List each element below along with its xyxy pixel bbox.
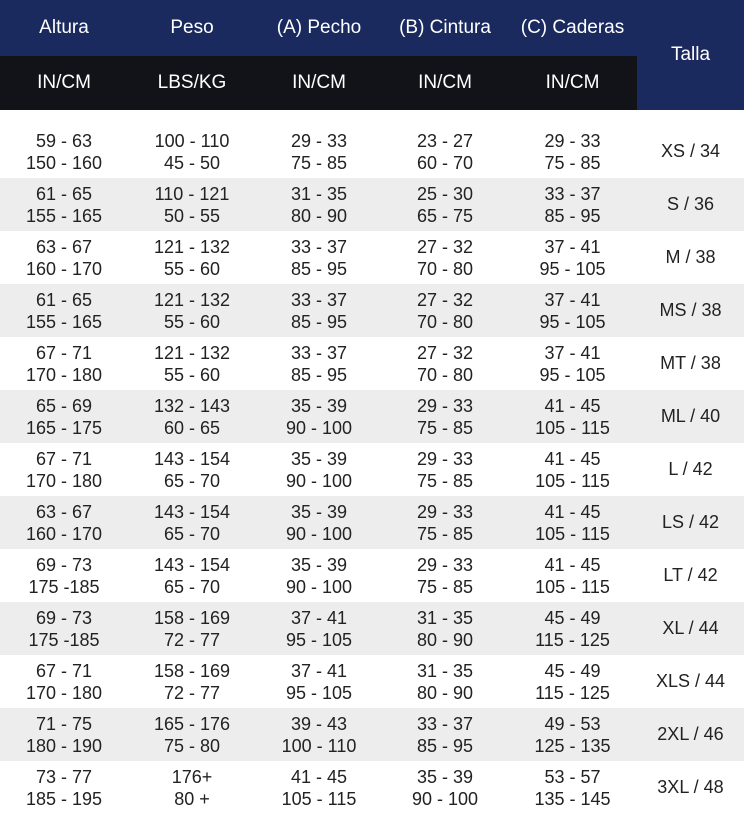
cell-altura-cm: 170 - 180 — [25, 682, 103, 703]
cell-peso — [128, 390, 256, 443]
cell-caderas — [508, 231, 637, 284]
cell-cintura-in: 27 - 32 — [416, 342, 474, 363]
cell-pecho — [256, 337, 382, 390]
cell-caderas-cm: 75 - 85 — [544, 152, 601, 173]
cell-pecho — [256, 231, 382, 284]
unit-peso: LBS/KG — [157, 72, 227, 93]
cell-peso-in: 165 - 176 — [153, 713, 231, 734]
unit-altura: IN/CM — [37, 72, 91, 93]
cell-peso-in: 143 - 154 — [153, 554, 231, 575]
cell-pecho — [256, 549, 382, 602]
cell-caderas-in: 33 - 37 — [544, 183, 601, 204]
header-caderas: (C) Caderas — [520, 17, 625, 38]
cell-peso-cm: 65 - 70 — [163, 576, 221, 597]
cell-cintura — [382, 443, 508, 496]
cell-caderas-cm: 95 - 105 — [539, 311, 606, 332]
cell-altura — [0, 337, 128, 390]
cell-altura-in: 73 - 77 — [35, 766, 93, 787]
cell-cintura-cm: 70 - 80 — [416, 364, 474, 385]
cell-altura-in: 67 - 71 — [35, 660, 93, 681]
cell-pecho-cm: 90 - 100 — [285, 576, 353, 597]
cell-cintura — [382, 655, 508, 708]
cell-altura — [0, 443, 128, 496]
cell-talla: XS / 34 — [660, 141, 721, 161]
cell-talla: LT / 42 — [663, 565, 718, 585]
cell-talla: L / 42 — [668, 459, 713, 479]
cell-peso-in: 143 - 154 — [153, 448, 231, 469]
cell-peso-cm: 55 - 60 — [163, 258, 221, 279]
cell-caderas — [508, 337, 637, 390]
table-header — [0, 0, 744, 110]
cell-caderas-cm: 85 - 95 — [544, 205, 601, 226]
cell-altura-cm: 175 -185 — [28, 629, 100, 650]
cell-pecho — [256, 655, 382, 708]
cell-pecho-in: 29 - 33 — [290, 130, 348, 151]
cell-cintura — [382, 761, 508, 814]
cell-altura-cm: 170 - 180 — [25, 470, 103, 491]
cell-peso-cm: 55 - 60 — [163, 311, 221, 332]
cell-altura-in: 67 - 71 — [35, 448, 93, 469]
cell-pecho-in: 35 - 39 — [290, 554, 348, 575]
cell-peso — [128, 549, 256, 602]
cell-pecho — [256, 708, 382, 761]
cell-peso-in: 158 - 169 — [153, 660, 231, 681]
cell-cintura — [382, 496, 508, 549]
table-row — [0, 231, 744, 284]
cell-talla: MT / 38 — [660, 353, 721, 373]
cell-caderas-in: 37 - 41 — [544, 236, 601, 257]
cell-cintura-in: 33 - 37 — [416, 713, 474, 734]
cell-peso — [128, 655, 256, 708]
cell-altura-cm: 150 - 160 — [25, 152, 103, 173]
cell-peso-in: 132 - 143 — [153, 395, 231, 416]
cell-peso-cm: 72 - 77 — [163, 682, 221, 703]
cell-cintura-cm: 75 - 85 — [416, 523, 474, 544]
table-row — [0, 284, 744, 337]
cell-cintura — [382, 708, 508, 761]
cell-altura-in: 59 - 63 — [35, 130, 93, 151]
header-units-row — [0, 56, 637, 110]
cell-caderas-in: 41 - 45 — [544, 554, 601, 575]
cell-peso — [128, 337, 256, 390]
cell-pecho-in: 35 - 39 — [290, 501, 348, 522]
table-row — [0, 443, 744, 496]
unit-caderas: IN/CM — [545, 72, 600, 93]
cell-cintura — [382, 549, 508, 602]
cell-caderas-cm: 105 - 115 — [535, 576, 610, 597]
header-peso: Peso — [170, 17, 214, 38]
cell-talla: M / 38 — [665, 247, 716, 267]
table-row — [0, 337, 744, 390]
cell-pecho-cm: 105 - 115 — [281, 788, 357, 809]
cell-pecho-cm: 100 - 110 — [281, 735, 357, 756]
cell-cintura-cm: 70 - 80 — [416, 311, 474, 332]
cell-cintura — [382, 178, 508, 231]
cell-caderas-in: 29 - 33 — [544, 130, 601, 151]
cell-caderas-in: 41 - 45 — [544, 395, 601, 416]
cell-caderas — [508, 284, 637, 337]
cell-caderas-cm: 105 - 115 — [535, 417, 610, 438]
cell-caderas-in: 41 - 45 — [544, 448, 601, 469]
cell-peso — [128, 178, 256, 231]
cell-altura — [0, 231, 128, 284]
cell-altura-cm: 165 - 175 — [25, 417, 103, 438]
cell-cintura — [382, 284, 508, 337]
cell-caderas-cm: 95 - 105 — [539, 364, 606, 385]
cell-pecho-cm: 90 - 100 — [285, 417, 353, 438]
cell-peso — [128, 496, 256, 549]
cell-cintura-cm: 75 - 85 — [416, 470, 474, 491]
cell-cintura-in: 31 - 35 — [416, 660, 474, 681]
cell-cintura-in: 31 - 35 — [416, 607, 474, 628]
cell-caderas-cm: 115 - 125 — [535, 682, 610, 703]
header-measure-row — [0, 0, 637, 56]
cell-cintura — [382, 337, 508, 390]
cell-altura-in: 65 - 69 — [35, 395, 93, 416]
cell-cintura-cm: 65 - 75 — [416, 205, 474, 226]
cell-altura — [0, 125, 128, 178]
cell-altura-in: 61 - 65 — [35, 183, 93, 204]
cell-altura — [0, 602, 128, 655]
cell-pecho-cm: 90 - 100 — [285, 470, 353, 491]
cell-cintura-in: 27 - 32 — [416, 236, 474, 257]
cell-caderas — [508, 761, 637, 814]
cell-cintura-cm: 70 - 80 — [416, 258, 474, 279]
cell-peso-in: 176+ — [171, 766, 213, 787]
cell-pecho-cm: 90 - 100 — [285, 523, 353, 544]
header-pecho: (A) Pecho — [276, 17, 362, 38]
cell-peso — [128, 602, 256, 655]
cell-caderas — [508, 496, 637, 549]
table-row — [0, 549, 744, 602]
cell-altura — [0, 708, 128, 761]
cell-cintura — [382, 231, 508, 284]
cell-cintura-cm: 80 - 90 — [416, 629, 474, 650]
cell-pecho-in: 35 - 39 — [290, 448, 348, 469]
cell-cintura-in: 35 - 39 — [416, 766, 474, 787]
cell-peso — [128, 231, 256, 284]
cell-cintura-cm: 75 - 85 — [416, 417, 474, 438]
cell-peso-cm: 75 - 80 — [163, 735, 221, 756]
cell-pecho — [256, 443, 382, 496]
unit-pecho: IN/CM — [292, 72, 346, 93]
cell-pecho-cm: 95 - 105 — [285, 682, 353, 703]
cell-pecho-in: 39 - 43 — [290, 713, 348, 734]
cell-peso-in: 158 - 169 — [153, 607, 231, 628]
cell-cintura-in: 23 - 27 — [416, 130, 474, 151]
cell-caderas-in: 37 - 41 — [544, 289, 601, 310]
cell-cintura — [382, 390, 508, 443]
cell-caderas-in: 53 - 57 — [544, 766, 601, 787]
cell-talla: 2XL / 46 — [657, 724, 724, 744]
cell-caderas-cm: 95 - 105 — [539, 258, 606, 279]
cell-peso-cm: 45 - 50 — [163, 152, 221, 173]
cell-pecho — [256, 125, 382, 178]
cell-caderas — [508, 443, 637, 496]
cell-altura-cm: 160 - 170 — [25, 258, 103, 279]
cell-caderas — [508, 125, 637, 178]
cell-caderas-in: 37 - 41 — [544, 342, 601, 363]
header-talla: Talla — [670, 44, 711, 65]
header-altura: Altura — [39, 17, 89, 38]
cell-altura-in: 63 - 67 — [35, 236, 93, 257]
cell-altura — [0, 284, 128, 337]
cell-caderas-cm: 125 - 135 — [534, 735, 611, 756]
cell-pecho-in: 37 - 41 — [290, 660, 348, 681]
cell-peso-cm: 72 - 77 — [163, 629, 221, 650]
cell-pecho — [256, 761, 382, 814]
cell-altura — [0, 549, 128, 602]
cell-altura-cm: 180 - 190 — [25, 735, 103, 756]
cell-cintura-in: 29 - 33 — [416, 554, 474, 575]
cell-pecho-in: 37 - 41 — [290, 607, 348, 628]
cell-altura — [0, 655, 128, 708]
cell-talla: LS / 42 — [661, 512, 720, 532]
table-row — [0, 708, 744, 761]
cell-pecho-in: 31 - 35 — [290, 183, 348, 204]
cell-peso-cm: 65 - 70 — [163, 470, 221, 491]
cell-pecho — [256, 178, 382, 231]
table-row — [0, 496, 744, 549]
cell-pecho-cm: 95 - 105 — [285, 629, 353, 650]
cell-cintura-cm: 80 - 90 — [416, 682, 474, 703]
cell-altura-in: 67 - 71 — [35, 342, 93, 363]
cell-pecho-in: 33 - 37 — [290, 289, 348, 310]
cell-altura-in: 61 - 65 — [35, 289, 93, 310]
cell-caderas-in: 45 - 49 — [544, 660, 601, 681]
cell-peso — [128, 125, 256, 178]
cell-caderas — [508, 655, 637, 708]
cell-pecho-in: 33 - 37 — [290, 342, 348, 363]
cell-cintura-cm: 85 - 95 — [416, 735, 474, 756]
cell-talla: MS / 38 — [659, 300, 722, 320]
cell-caderas-cm: 115 - 125 — [535, 629, 610, 650]
table-row — [0, 602, 744, 655]
cell-pecho-in: 41 - 45 — [290, 766, 348, 787]
cell-pecho — [256, 496, 382, 549]
cell-cintura-cm: 75 - 85 — [416, 576, 474, 597]
cell-altura-in: 71 - 75 — [35, 713, 93, 734]
cell-caderas-cm: 135 - 145 — [534, 788, 611, 809]
cell-pecho-cm: 75 - 85 — [290, 152, 348, 173]
cell-pecho-cm: 80 - 90 — [290, 205, 348, 226]
cell-pecho-cm: 85 - 95 — [290, 311, 348, 332]
cell-caderas — [508, 549, 637, 602]
cell-altura-cm: 155 - 165 — [25, 311, 103, 332]
table-row — [0, 390, 744, 443]
cell-caderas — [508, 708, 637, 761]
cell-caderas — [508, 390, 637, 443]
table-row — [0, 125, 744, 178]
cell-peso-in: 121 - 132 — [153, 289, 231, 310]
cell-cintura-in: 29 - 33 — [416, 448, 474, 469]
cell-peso — [128, 708, 256, 761]
cell-caderas — [508, 602, 637, 655]
table-row — [0, 761, 744, 814]
cell-caderas-in: 41 - 45 — [544, 501, 601, 522]
cell-peso-cm: 60 - 65 — [163, 417, 221, 438]
unit-cintura: IN/CM — [418, 72, 472, 93]
cell-talla: ML / 40 — [660, 406, 721, 426]
header-cintura: (B) Cintura — [399, 17, 491, 38]
table-row — [0, 655, 744, 708]
cell-cintura-in: 27 - 32 — [416, 289, 474, 310]
cell-cintura-in: 29 - 33 — [416, 395, 474, 416]
cell-talla: S / 36 — [666, 194, 715, 214]
cell-altura-in: 69 - 73 — [35, 554, 93, 575]
cell-talla: 3XL / 48 — [657, 777, 724, 797]
cell-pecho — [256, 284, 382, 337]
cell-altura-cm: 155 - 165 — [25, 205, 103, 226]
cell-peso — [128, 443, 256, 496]
table-body — [0, 125, 744, 814]
cell-altura-cm: 175 -185 — [28, 576, 100, 597]
cell-cintura — [382, 125, 508, 178]
cell-altura — [0, 496, 128, 549]
cell-caderas-cm: 105 - 115 — [535, 523, 610, 544]
cell-pecho-in: 35 - 39 — [290, 395, 348, 416]
cell-altura-cm: 170 - 180 — [25, 364, 103, 385]
cell-peso-cm: 55 - 60 — [163, 364, 221, 385]
cell-pecho — [256, 390, 382, 443]
cell-caderas — [508, 178, 637, 231]
cell-altura — [0, 390, 128, 443]
cell-caderas-in: 45 - 49 — [544, 607, 601, 628]
cell-pecho — [256, 602, 382, 655]
cell-altura-cm: 160 - 170 — [25, 523, 103, 544]
cell-peso-cm: 80 + — [174, 788, 210, 809]
cell-talla: XL / 44 — [662, 618, 719, 638]
cell-pecho-cm: 85 - 95 — [290, 364, 348, 385]
cell-altura-in: 69 - 73 — [35, 607, 93, 628]
cell-peso — [128, 284, 256, 337]
cell-cintura-cm: 90 - 100 — [411, 788, 479, 809]
cell-peso-cm: 65 - 70 — [163, 523, 221, 544]
cell-altura — [0, 178, 128, 231]
cell-cintura-cm: 60 - 70 — [416, 152, 474, 173]
cell-pecho-cm: 85 - 95 — [290, 258, 348, 279]
cell-peso-in: 100 - 110 — [154, 130, 230, 151]
cell-caderas-cm: 105 - 115 — [535, 470, 610, 491]
cell-talla: XLS / 44 — [655, 671, 726, 691]
cell-peso-in: 121 - 132 — [153, 236, 231, 257]
cell-peso-in: 110 - 121 — [154, 183, 230, 204]
cell-peso — [128, 761, 256, 814]
cell-caderas-in: 49 - 53 — [544, 713, 601, 734]
cell-pecho-in: 33 - 37 — [290, 236, 348, 257]
cell-cintura-in: 29 - 33 — [416, 501, 474, 522]
cell-peso-cm: 50 - 55 — [163, 205, 221, 226]
cell-cintura-in: 25 - 30 — [416, 183, 474, 204]
cell-peso-in: 143 - 154 — [153, 501, 231, 522]
cell-cintura — [382, 602, 508, 655]
cell-altura — [0, 761, 128, 814]
cell-altura-in: 63 - 67 — [35, 501, 93, 522]
cell-peso-in: 121 - 132 — [153, 342, 231, 363]
table-row — [0, 178, 744, 231]
cell-altura-cm: 185 - 195 — [25, 788, 103, 809]
